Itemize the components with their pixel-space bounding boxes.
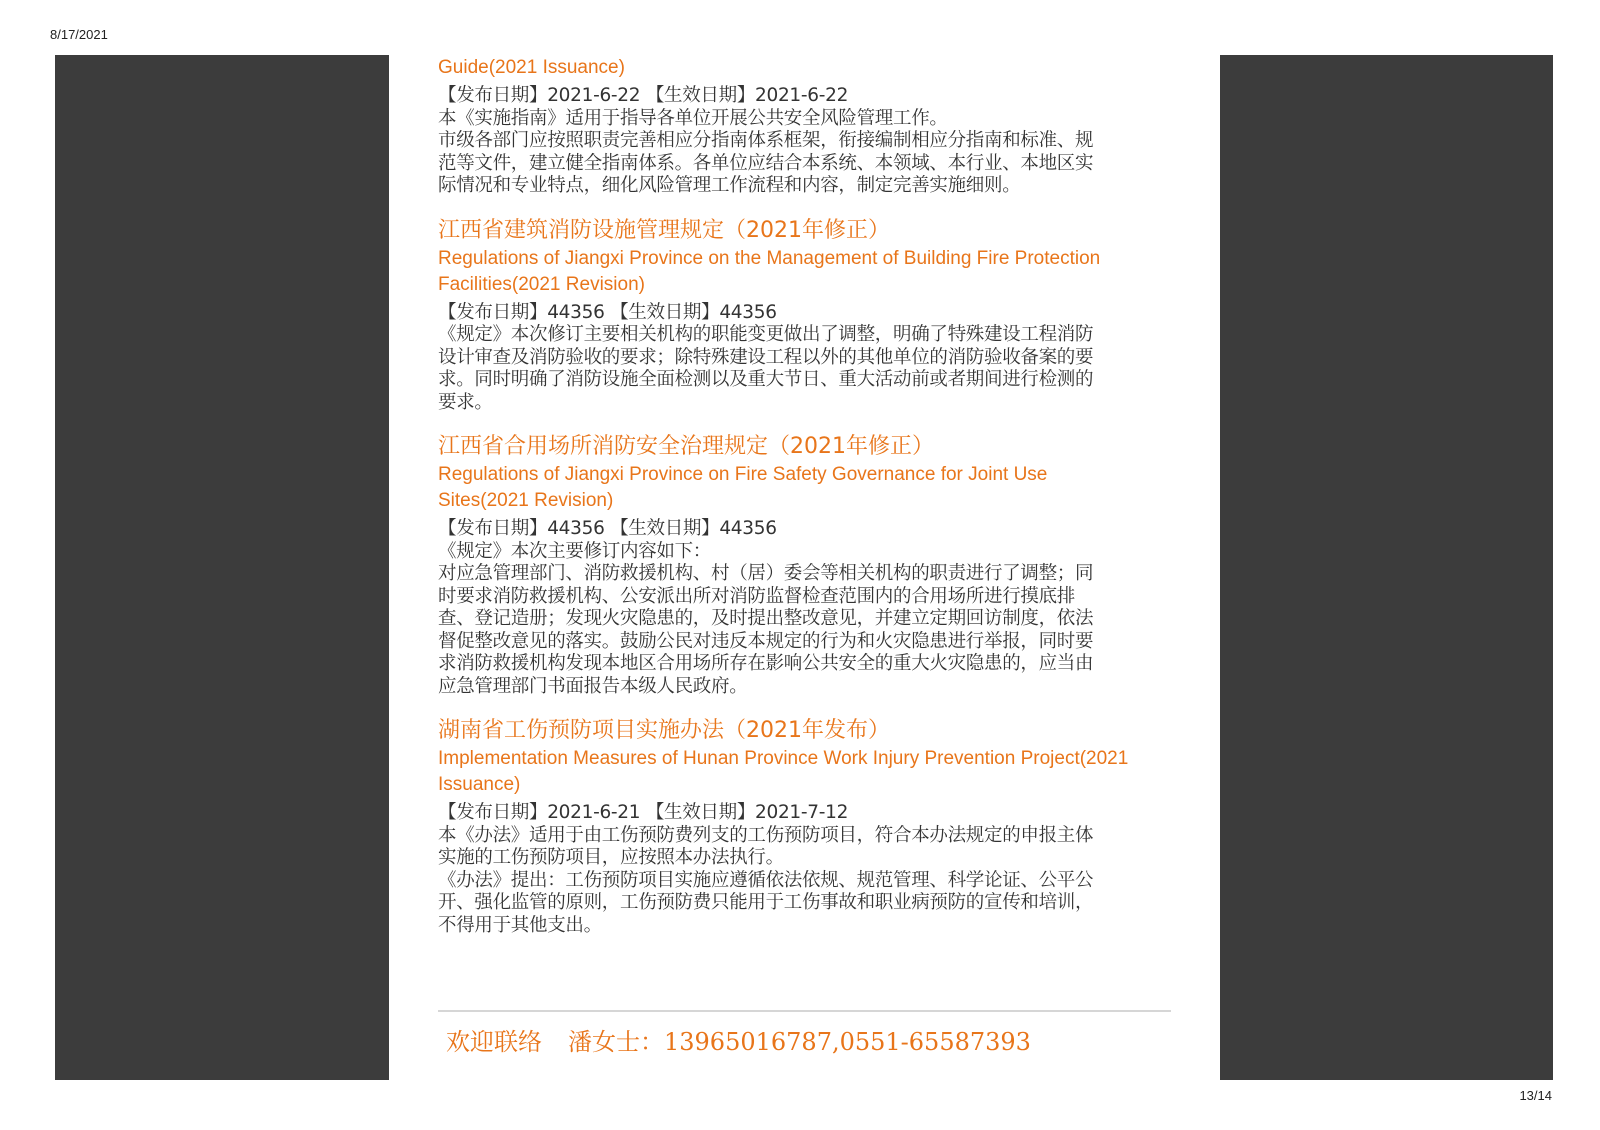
en-title-line: Sites(2021 Revision) <box>438 490 614 511</box>
intro-en-title: Guide(2021 Issuance) <box>438 57 625 78</box>
intro-line: 市级各部门应按照职责完善相应分指南体系框架，衔接编制相应分指南和标准、规 <box>438 130 1094 151</box>
summary-line: 本《办法》适用于由工伤预防费列支的工伤预防项目，符合本办法规定的申报主体 <box>438 824 1094 846</box>
regulation-entry-hunan-work-injury <box>438 716 1173 937</box>
summary-line: 要求。 <box>438 391 493 413</box>
regulation-en-title[interactable] <box>438 462 1173 514</box>
summary-line: 查、登记造册；发现火灾隐患的，及时提出整改意见，并建立定期回访制度，依法 <box>438 608 1094 629</box>
en-title-line: Regulations of Jiangxi Province on Fire Safety Governance for Joint Use <box>438 464 1048 485</box>
contact-line <box>446 1026 1031 1058</box>
summary-line: 应急管理部门书面报告本级人民政府。 <box>438 675 748 697</box>
intro-line: 范等文件，建立健全指南体系。各单位应结合本系统、本领域、本行业、本地区实 <box>438 152 1094 174</box>
right-dark-panel <box>1220 55 1553 1080</box>
contact-greeting: 欢迎联络 <box>446 1028 542 1056</box>
regulation-dates: 【发布日期】44356 【生效日期】44356 <box>438 518 777 539</box>
en-title-line: Implementation Measures of Hunan Province Work Injury Prevention Project(2021 <box>438 748 1129 769</box>
regulation-entry-jiangxi-joint-use-sites <box>438 432 1173 698</box>
summary-line: 实施的工伤预防项目，应按照本办法执行。 <box>438 847 784 868</box>
intro-line: 际情况和专业特点，细化风险管理工作流程和内容，制定完善实施细则。 <box>438 175 1021 196</box>
summary-line: 不得用于其他支出。 <box>438 914 602 936</box>
summary-line: 督促整改意见的落实。鼓励公民对违反本规定的行为和火灾隐患进行举报，同时要 <box>438 630 1094 652</box>
summary-line: 设计审查及消防验收的要求；除特殊建设工程以外的其他单位的消防验收备案的要 <box>438 346 1094 368</box>
summary-line: 求。同时明确了消防设施全面检测以及重大节日、重大活动前或者期间进行检测的 <box>438 369 1094 390</box>
regulation-cn-title[interactable]: 湖南省工伤预防项目实施办法（2021年发布） <box>438 718 890 743</box>
summary-line: 《办法》提出：工伤预防项目实施应遵循依法依规、规范管理、科学论证、公平公 <box>438 869 1094 891</box>
print-date: 8/17/2021 <box>50 27 108 42</box>
regulation-cn-title[interactable]: 江西省合用场所消防安全治理规定（2021年修正） <box>438 434 934 459</box>
summary-line: 《规定》本次主要修订内容如下： <box>438 540 712 562</box>
regulation-entry-jiangxi-building-fire <box>438 216 1173 415</box>
contact-person-phone[interactable]: 潘女士：13965016787,0551-65587393 <box>568 1028 1031 1056</box>
left-dark-panel <box>55 55 389 1080</box>
summary-line: 求消防救援机构发现本地区合用场所存在影响公共安全的重大火灾隐患的，应当由 <box>438 653 1094 674</box>
intro-dates: 【发布日期】2021-6-22 【生效日期】2021-6-22 <box>438 85 849 106</box>
summary-line: 《规定》本次修订主要相关机构的职能变更做出了调整，明确了特殊建设工程消防 <box>438 324 1094 345</box>
en-title-line: Facilities(2021 Revision) <box>438 273 645 295</box>
regulation-dates: 【发布日期】2021-6-21 【生效日期】2021-7-12 <box>438 802 849 823</box>
regulation-en-title[interactable] <box>438 746 1173 798</box>
footer-divider <box>438 1010 1171 1012</box>
summary-line: 对应急管理部门、消防救援机构、村（居）委会等相关机构的职责进行了调整；同 <box>438 563 1094 584</box>
article-content <box>438 55 1173 937</box>
regulation-cn-title[interactable]: 江西省建筑消防设施管理规定（2021年修正） <box>438 217 890 243</box>
regulation-dates: 【发布日期】44356 【生效日期】44356 <box>438 301 777 323</box>
intro-line: 本《实施指南》适用于指导各单位开展公共安全风险管理工作。 <box>438 107 948 129</box>
regulation-en-title[interactable] <box>438 246 1173 298</box>
summary-line: 时要求消防救援机构、公安派出所对消防监督检查范围内的合用场所进行摸底排 <box>438 585 1076 607</box>
summary-line: 开、强化监管的原则，工伤预防费只能用于工伤事故和职业病预防的宣传和培训， <box>438 892 1094 913</box>
page-number: 13/14 <box>1519 1088 1552 1103</box>
intro-block <box>438 55 1173 198</box>
en-title-line: Regulations of Jiangxi Province on the Management of Building Fire Protection <box>438 247 1101 269</box>
en-title-line: Issuance) <box>438 774 521 795</box>
